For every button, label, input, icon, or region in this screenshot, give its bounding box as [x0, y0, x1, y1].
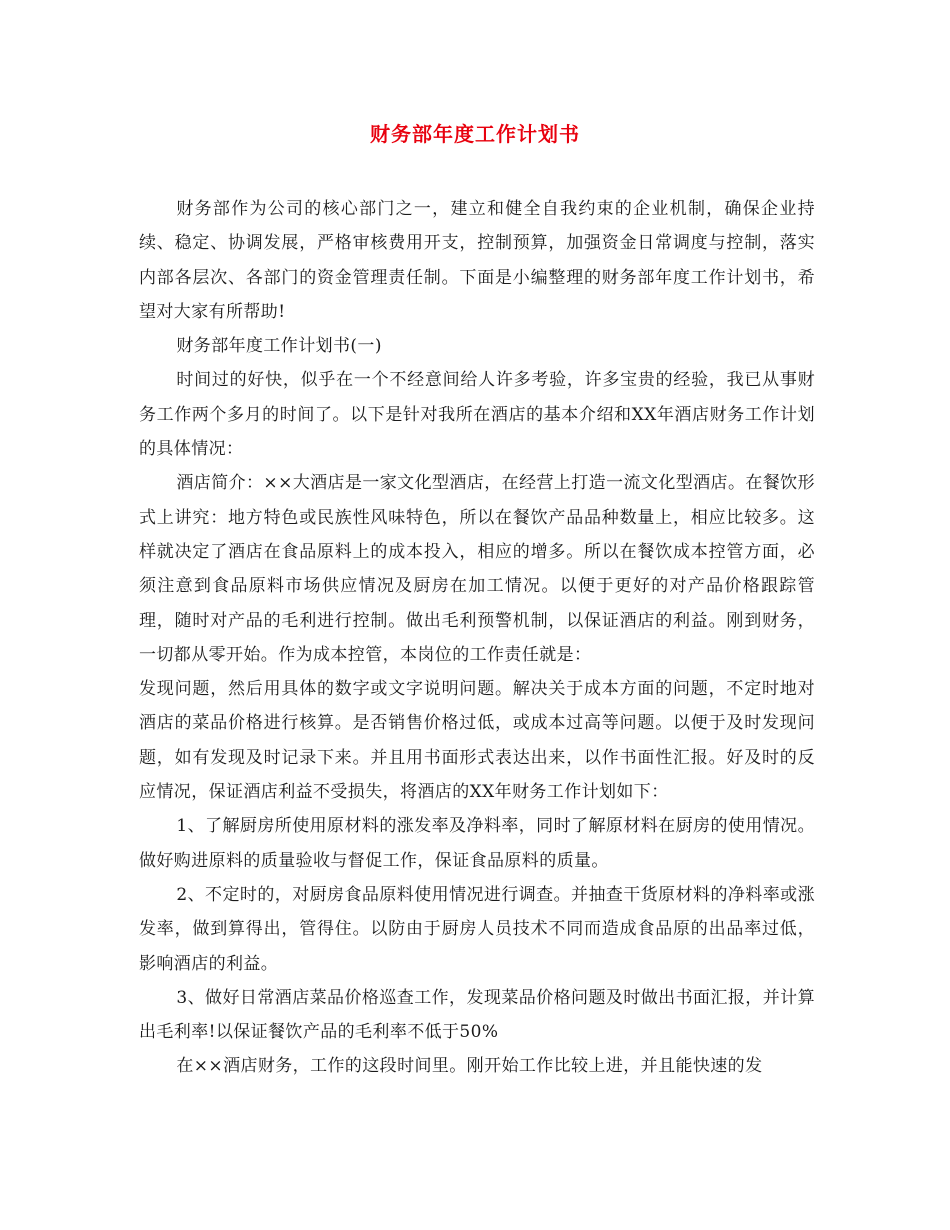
body-paragraph: 发现问题，然后用具体的数字或文字说明问题。解决关于成本方面的问题，不定时地对酒店的菜品价格进行核算。是否销售价格过低，或成本过高等问题。以便于及时发现问题，如有发现及时记录下来。并且用书面形式表达出来，以作书面性汇报。好及时的反应情况，保证酒店利益不受损失，将酒店的XX年财务工作计划如下： — [139, 679, 815, 803]
body-paragraph: 时间过的好快，似乎在一个不经意间给人许多考验，许多宝贵的经验，我已从事财务工作两个多月的时间了。以下是针对我所在酒店的基本介绍和XX年酒店财务工作计划的具体情况： — [139, 370, 815, 460]
intro-paragraph: 财务部作为公司的核心部门之一，建立和健全自我约束的企业机制，确保企业持续、稳定、协调发展，严格审核费用开支，控制预算，加强资金日常调度与控制，落实内部各层次、各部门的资金管理责任制。下面是小编整理的财务部年度工作计划书，希望对大家有所帮助! — [139, 199, 815, 322]
section-heading: 财务部年度工作计划书(一) — [176, 336, 382, 357]
list-item: 3、做好日常酒店菜品价格巡查工作，发现菜品价格问题及时做出书面汇报，并计算出毛利率!以保证餐饮产品的毛利率不低于50% — [139, 987, 815, 1043]
list-item: 1、了解厨房所使用原材料的涨发率及净料率，同时了解原材料在厨房的使用情况。做好购进原料的质量验收与督促工作，保证食品原料的质量。 — [139, 816, 815, 871]
body-paragraph: 在××酒店财务，工作的这段时间里。刚开始工作比较上进，并且能快速的发 — [176, 1056, 763, 1077]
list-item: 2、不定时的，对厨房食品原料使用情况进行调查。并抽查干货原材料的净料率或涨发率，做到算得出，管得住。以防由于厨房人员技术不同而造成食品原的出品率过低，影响酒店的利益。 — [139, 884, 815, 974]
document-title: 财务部年度工作计划书 — [370, 122, 580, 146]
document-body — [139, 192, 815, 1084]
body-paragraph: 酒店简介：××大酒店是一家文化型酒店，在经营上打造一流文化型酒店。在餐饮形式上讲究：地方特色或民族性风味特色，所以在餐饮产品品种数量上，相应比较多。这样就决定了酒店在食品原料上的成本投入，相应的增多。所以在餐饮成本控管方面，必须注意到食品原料市场供应情况及厨房在加工情况。以便于更好的对产品价格跟踪管理，随时对产品的毛利进行控制。做出毛利预警机制，以保证酒店的利益。刚到财务，一切都从零开始。作为成本控管，本岗位的工作责任就是： — [139, 473, 815, 665]
